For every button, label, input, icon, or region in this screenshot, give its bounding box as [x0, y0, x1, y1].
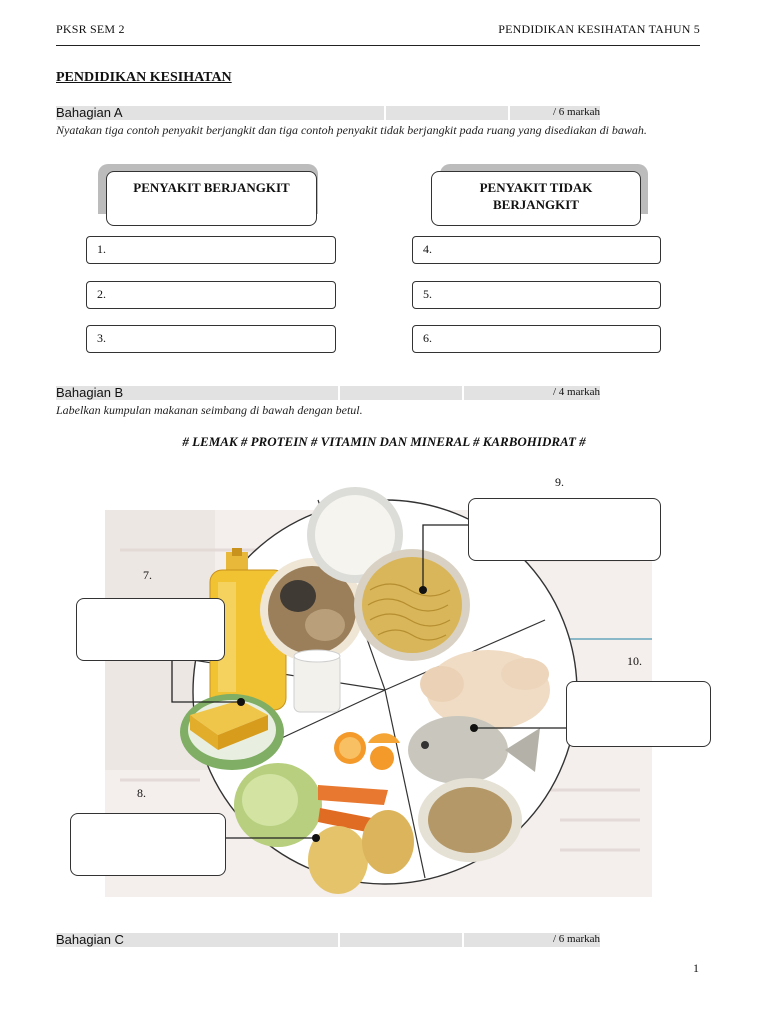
header-divider: [56, 45, 700, 46]
section-a-marks: / 6 markah: [552, 106, 600, 118]
section-b-label: Bahagian B: [56, 385, 124, 400]
section-b-instruction: Labelkan kumpulan makanan seimbang di bawah dengan betul.: [56, 403, 363, 417]
answer-box-6[interactable]: 6.: [412, 325, 661, 353]
answer-box-5[interactable]: 5.: [412, 281, 661, 309]
answer-box-1[interactable]: 1.: [86, 236, 336, 264]
label-number-8: 8.: [137, 786, 146, 800]
heading-penyakit-tidak-berjangkit: PENYAKIT TIDAK BERJANGKIT: [431, 171, 641, 226]
lentils-bowl: [418, 778, 522, 862]
butter-dish: [180, 694, 284, 770]
answer-box-2[interactable]: 2.: [86, 281, 336, 309]
food-group-word-bank: # LEMAK # PROTEIN # VITAMIN DAN MINERAL # KARBOHIDRAT #: [182, 434, 586, 449]
running-header-right: PENDIDIKAN KESIHATAN TAHUN 5: [498, 22, 700, 36]
section-c-bar: [56, 933, 600, 947]
page-title: PENDIDIKAN KESIHATAN: [56, 70, 232, 85]
label-box-10[interactable]: [566, 681, 711, 747]
section-b-bar: [56, 386, 600, 400]
section-a-instruction: Nyatakan tiga contoh penyakit berjangkit dan tiga contoh penyakit tidak berjangkit pada ruang yang disediakan di bawah.: [56, 123, 647, 137]
label-box-9[interactable]: [468, 498, 661, 561]
label-number-7: 7.: [143, 568, 152, 582]
answer-box-3[interactable]: 3.: [86, 325, 336, 353]
running-header-left: PKSR SEM 2: [56, 22, 125, 36]
section-c-marks: / 6 markah: [552, 933, 600, 945]
section-a-label: Bahagian A: [56, 105, 123, 120]
section-a-bar: [56, 106, 600, 120]
label-box-8[interactable]: [70, 813, 226, 876]
label-box-7[interactable]: [76, 598, 225, 661]
milk-glass: [294, 650, 340, 712]
answer-box-4[interactable]: 4.: [412, 236, 661, 264]
heading-penyakit-berjangkit: PENYAKIT BERJANGKIT: [106, 171, 317, 226]
noodles-bowl: [354, 549, 470, 661]
page-number: 1: [693, 961, 699, 975]
section-c-label: Bahagian C: [56, 932, 124, 947]
section-b-marks: / 4 markah: [552, 386, 600, 398]
label-number-10: 10.: [627, 654, 642, 668]
label-number-9: 9.: [555, 475, 564, 489]
